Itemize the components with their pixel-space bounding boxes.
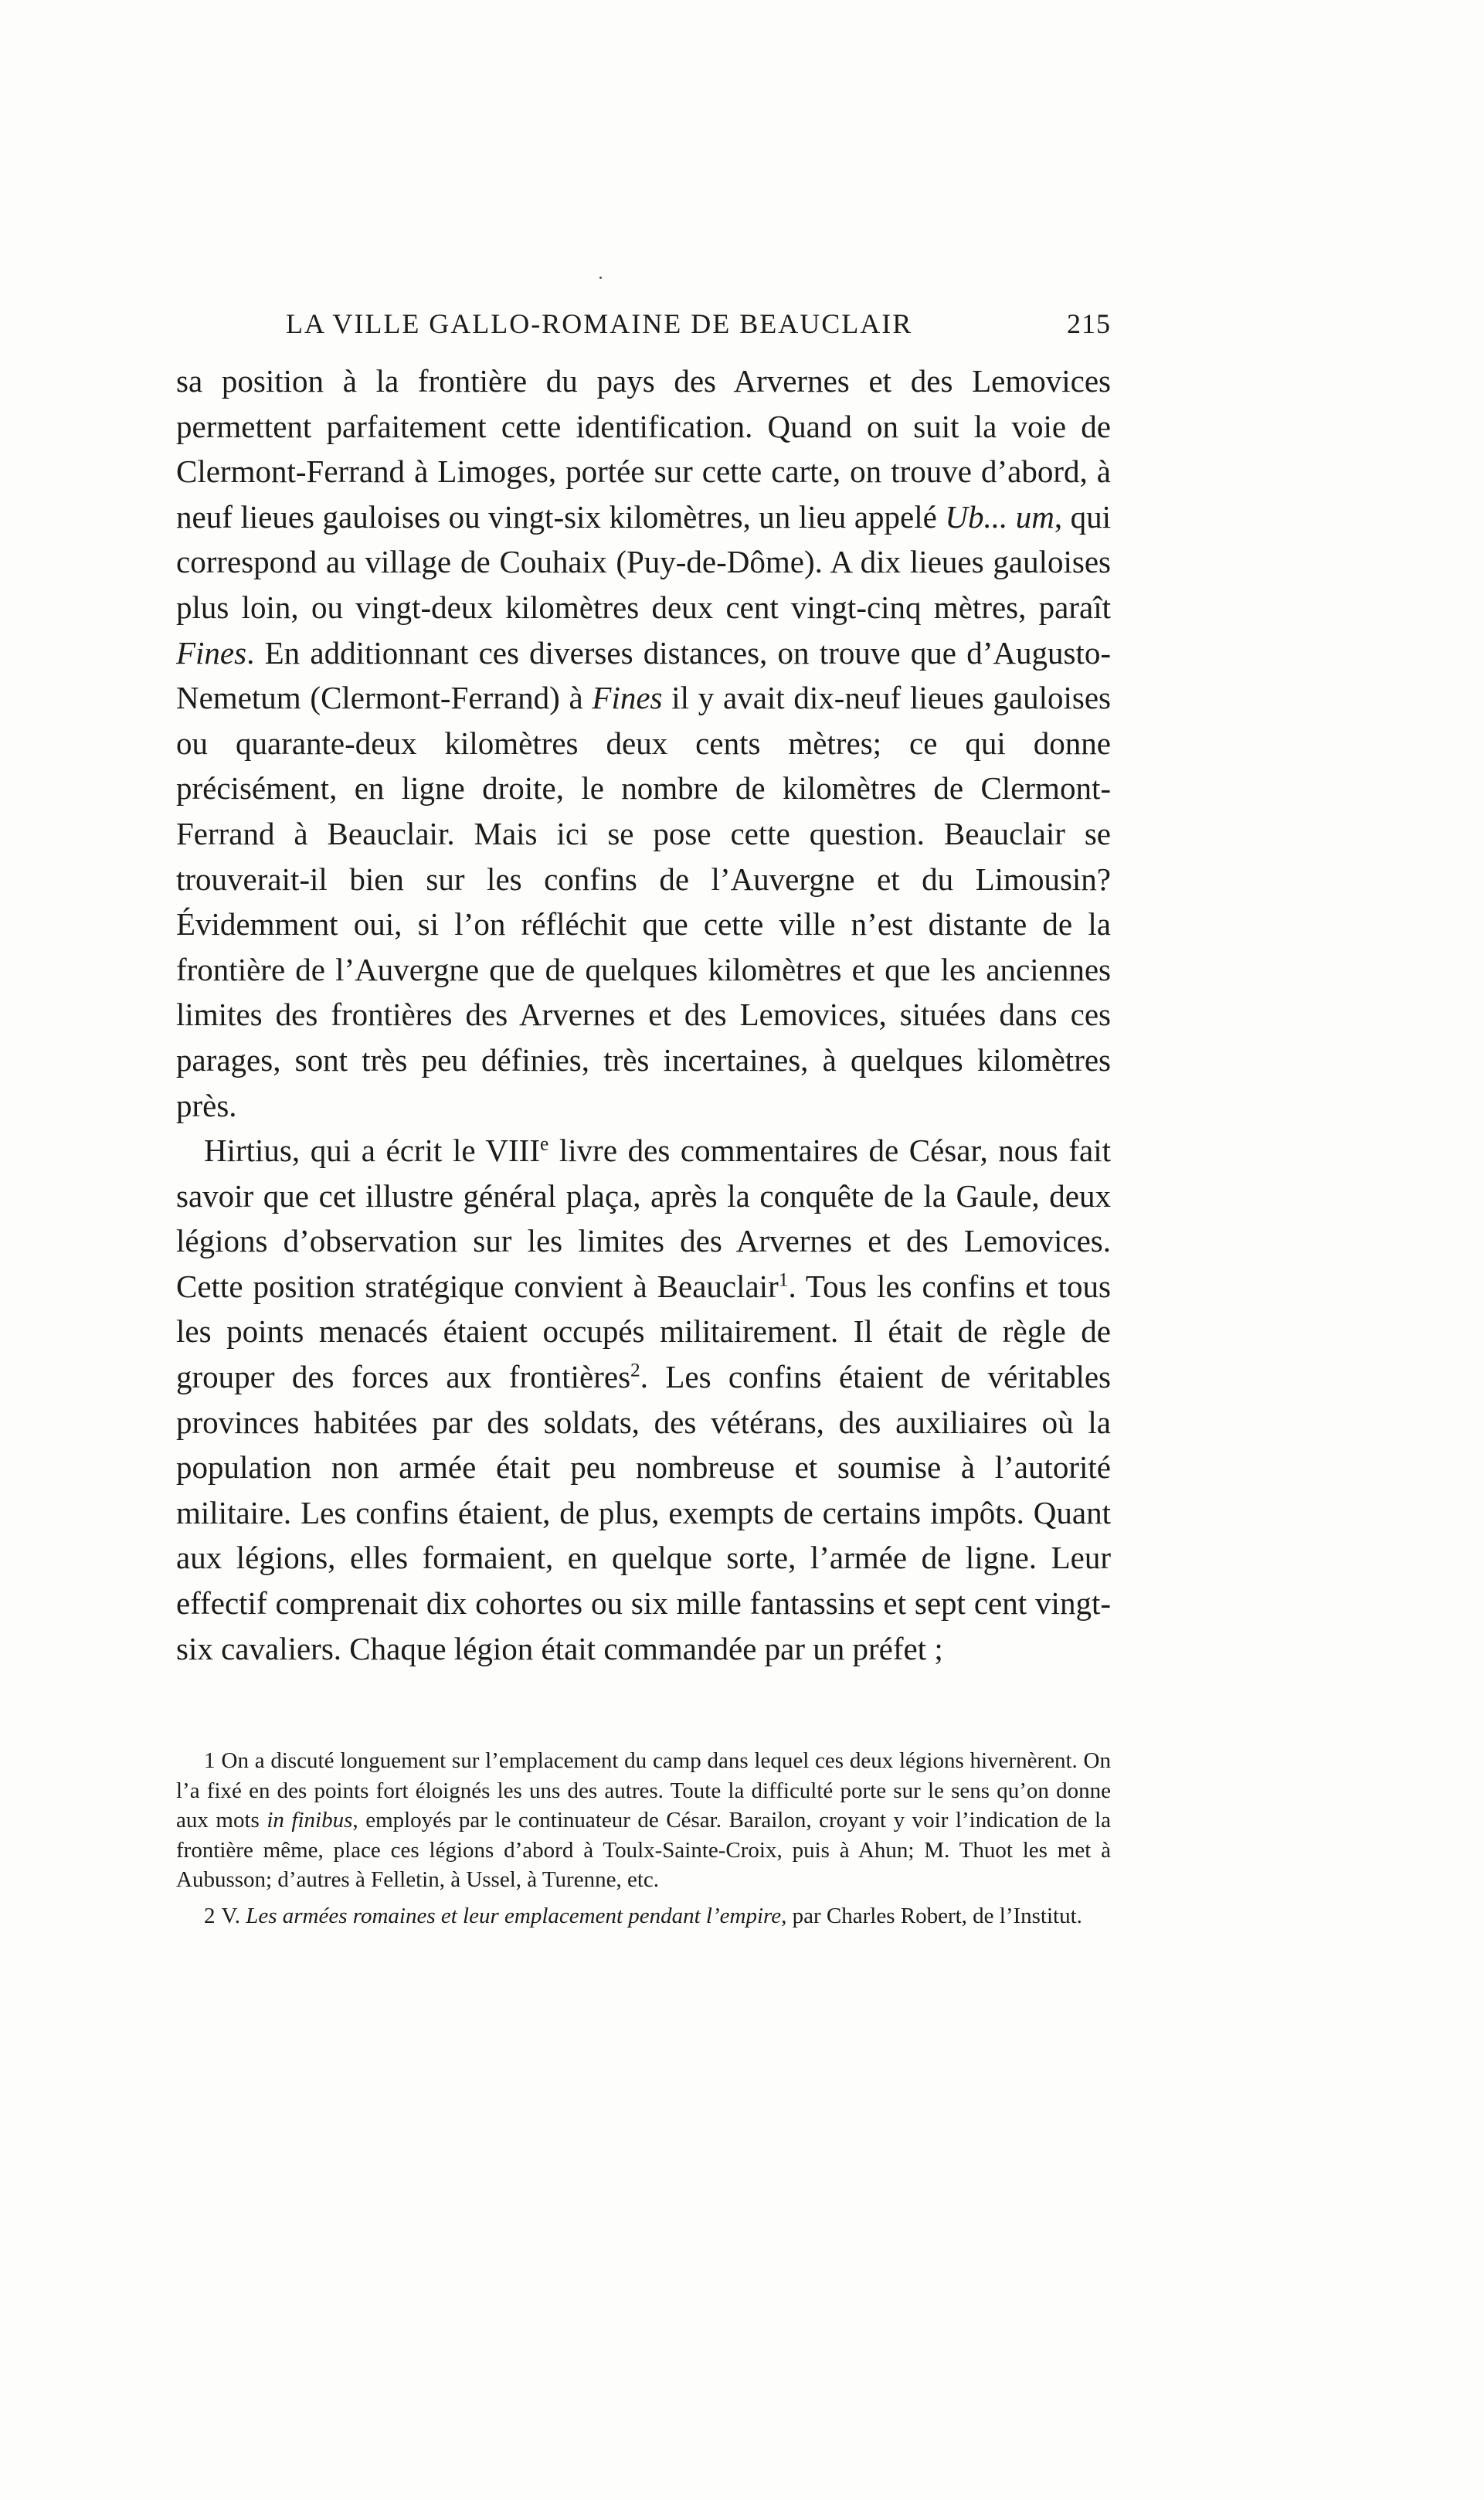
footnotes (176, 1746, 1111, 1931)
italic-text-run: Fines (176, 634, 247, 671)
text-run: , employés par le continuateur de César. Barailon, croyant y voir l’indication de la frontière même, place ces légions d’abord à Toulx-Sainte-Croix, puis à Ahun; M. Thuot les met à Aubusson; d’autres à Felletin, à Ussel, à Turenne, etc. (176, 1808, 1111, 1893)
text-run: il y avait dix-neuf lieues gauloises ou quarante-deux kilomètres deux cents mètres; ce qui donne précisément, en ligne droite, le nombre de kilomètres de Clermont-Ferrand à Beauclair. Mais ici se pose cette question. Beauclair se trouverait-il bien sur les confins de l’Auvergne et du Limousin? Évidemment oui, si l’on réfléchit que cette ville n’est distante de la frontière de l’Auvergne que de quelques kilomètres et que les anciennes limites des frontières des Arvernes et des Lemovices, situées dans ces parages, sont très peu définies, très incertaines, à quelques kilomètres près. (176, 680, 1111, 1123)
footnote-reference[interactable]: 1 (778, 1269, 789, 1291)
text-run: . En additionnant ces diverses distances, on trouve que d’Augusto-Nemetum (Clermont-Ferrand) à (176, 634, 1111, 716)
footnote (176, 1901, 1111, 1931)
italic-text-run: Fines (592, 680, 663, 716)
text-run: Hirtius, qui a écrit le VIII (204, 1133, 540, 1169)
print-speck (599, 277, 602, 279)
footnote-mark: 2 (204, 1903, 216, 1928)
text-run: , qui correspond au village de Couhaix (Puy-de-Dôme). A dix lieues gauloises plus loin, ou vingt-deux kilomètres deux cent vingt-cinq mètres, paraît (176, 498, 1112, 625)
paragraph (176, 358, 1111, 1128)
page-number: 215 (1067, 308, 1111, 339)
text-run: V. (221, 1903, 246, 1928)
footnote-mark: 1 (204, 1748, 216, 1773)
text-run: On a discuté longuement sur l’emplacement du camp dans lequel ces deux légions hivernèrent. On l’a fixé en des points fort éloignés les uns des autres. Toute la difficulté porte sur le sens qu’on donne aux mots (176, 1748, 1111, 1833)
italic-text-run: in finibus (267, 1808, 353, 1833)
text-run: . Tous les confins et tous les points menacés étaient occupés militairement. Il était de règle de grouper des forces aux frontières (176, 1268, 1112, 1395)
italic-text-run: Ub... um (945, 498, 1054, 535)
superscript: e (540, 1133, 549, 1155)
body-text (176, 358, 1111, 1671)
running-title: LA VILLE GALLO-ROMAINE DE BEAUCLAIR (286, 308, 913, 339)
text-run: . Les confins étaient de véritables provinces habitées par des soldats, des vétérans, des auxiliaires où la population non armée était peu nombreuse et soumise à l’autorité militaire. Les confins étaient, de plus, exempts de certains impôts. Quant aux légions, elles formaient, en quelque sorte, l’armée de ligne. Leur effectif comprenait dix cohortes ou six mille fantassins et sept cent vingt-six cavaliers. Chaque légion était commandée par un préfet ; (176, 1359, 1111, 1666)
running-header (286, 307, 1111, 351)
italic-text-run: Les armées romaines et leur emplacement pendant l’empire (246, 1903, 782, 1928)
footnote-reference[interactable]: 2 (630, 1359, 640, 1381)
footnote (176, 1746, 1111, 1895)
paragraph (176, 1128, 1111, 1671)
text-run: , par Charles Robert, de l’Institut. (781, 1903, 1082, 1928)
text-run: livre des commentaires de César, nous fait savoir que cet illustre général plaça, après la conquête de la Gaule, deux légions d’observation sur les limites des Arvernes et des Lemovices. Cette position stratégique convient à Beauclair (176, 1133, 1111, 1304)
text-run: sa position à la frontière du pays des Arvernes et des Lemovices permettent parfaitement cette identification. Quand on suit la voie de Clermont-Ferrand à Limoges, portée sur cette carte, on trouve d’abord, à neuf lieues gauloises ou vingt-six kilomètres, un lieu appelé (176, 363, 1111, 535)
